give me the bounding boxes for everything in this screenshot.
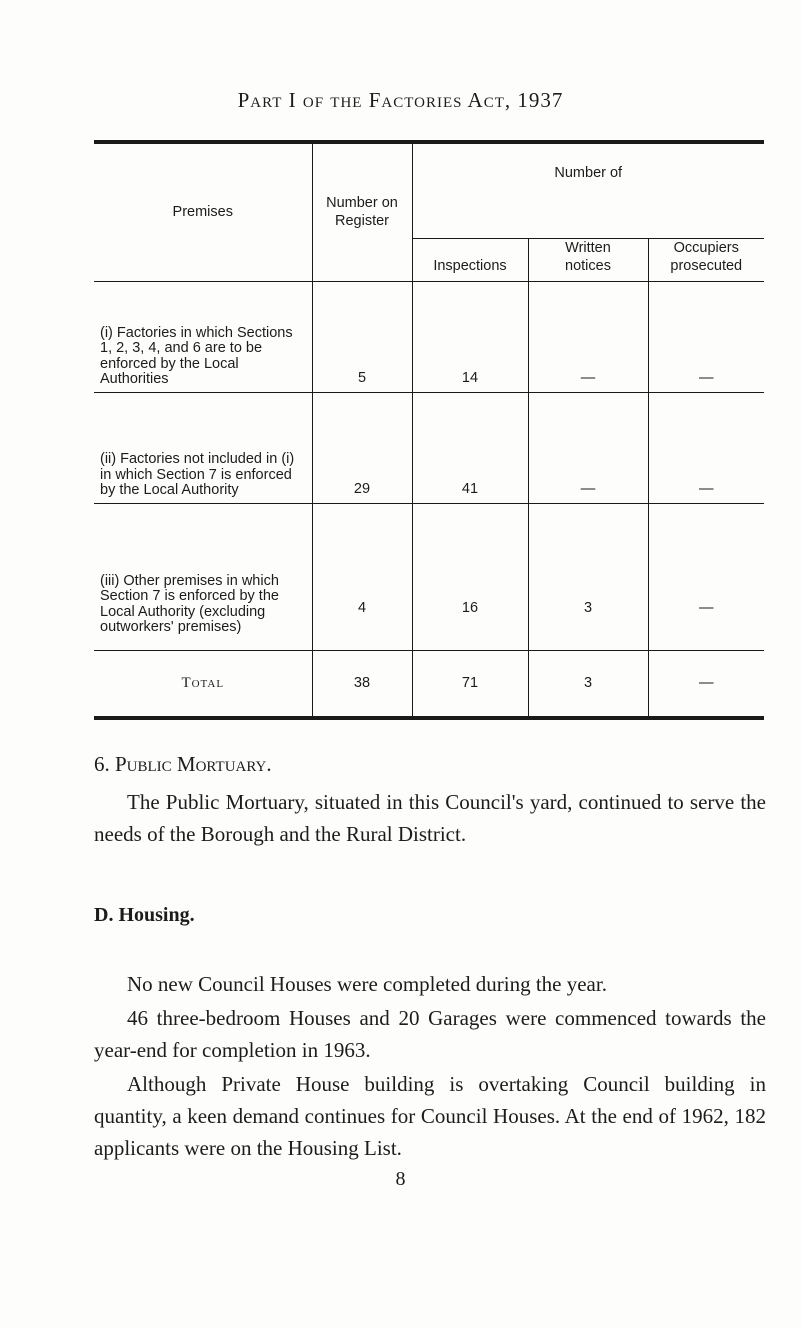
row-index: (iii) [100, 572, 120, 589]
cell-inspections: 41 [412, 392, 528, 503]
table-row [94, 503, 764, 650]
table-total-row [94, 650, 764, 716]
row-label: Factories not included in (i) in which Section 7 is enforced by the Local Authority [100, 451, 295, 498]
total-written-notices: 3 [528, 650, 648, 716]
total-label: Total [181, 674, 225, 691]
total-register: 38 [312, 650, 412, 716]
header-number-on-register: Number on Register [312, 144, 412, 281]
row-label: Factories in which Sections 1, 2, 3, 4, and 6 are to be enforced by the Local Authorities [100, 324, 293, 387]
cell-prosecuted: — [648, 281, 764, 392]
cell-written-notices: — [528, 392, 648, 503]
header-premises: Premises [94, 144, 312, 281]
page-number: 8 [395, 1168, 406, 1190]
factories-table [94, 140, 764, 720]
page-heading: Part I of the Factories Act, 1937 [237, 88, 564, 112]
cell-written-notices: — [528, 281, 648, 392]
row-label: Other premises in which Section 7 is enforced by the Local Authority (excluding outworkers' premises) [100, 572, 279, 635]
header-occupiers-prosecuted: Occupiers prosecuted [648, 238, 764, 281]
table-row [94, 392, 764, 503]
header-inspections: Inspections [412, 238, 528, 281]
section-6-heading: 6. Public Mortuary. [94, 752, 272, 776]
header-number-of: Number of [412, 144, 764, 238]
header-written-notices: Written notices [528, 238, 648, 281]
cell-inspections: 16 [412, 503, 528, 650]
total-inspections: 71 [412, 650, 528, 716]
housing-paragraph-1: No new Council Houses were completed during the year. [127, 972, 607, 996]
section-d-heading: D. Housing. [94, 904, 195, 926]
housing-paragraph-2: 46 three-bedroom Houses and 20 Garages were commenced towards the year-end for completion in 1963. [94, 1006, 766, 1062]
cell-register: 5 [312, 281, 412, 392]
row-index: (ii) [100, 451, 117, 467]
cell-inspections: 14 [412, 281, 528, 392]
table-row [94, 281, 764, 392]
housing-paragraph-3: Although Private House building is overtaking Council building in quantity, a keen demand continues for Council Houses. At the end of 1962, 182 applicants were on the Housing List. [94, 1072, 766, 1160]
section-6-paragraph: The Public Mortuary, situated in this Council's yard, continued to serve the needs of the Borough and the Rural District. [94, 790, 766, 846]
cell-written-notices: 3 [528, 503, 648, 650]
cell-prosecuted: — [648, 503, 764, 650]
cell-prosecuted: — [648, 392, 764, 503]
table-bottom-rule [94, 716, 764, 720]
cell-register: 4 [312, 503, 412, 650]
total-prosecuted: — [648, 650, 764, 716]
row-index: (i) [100, 324, 113, 341]
cell-register: 29 [312, 392, 412, 503]
